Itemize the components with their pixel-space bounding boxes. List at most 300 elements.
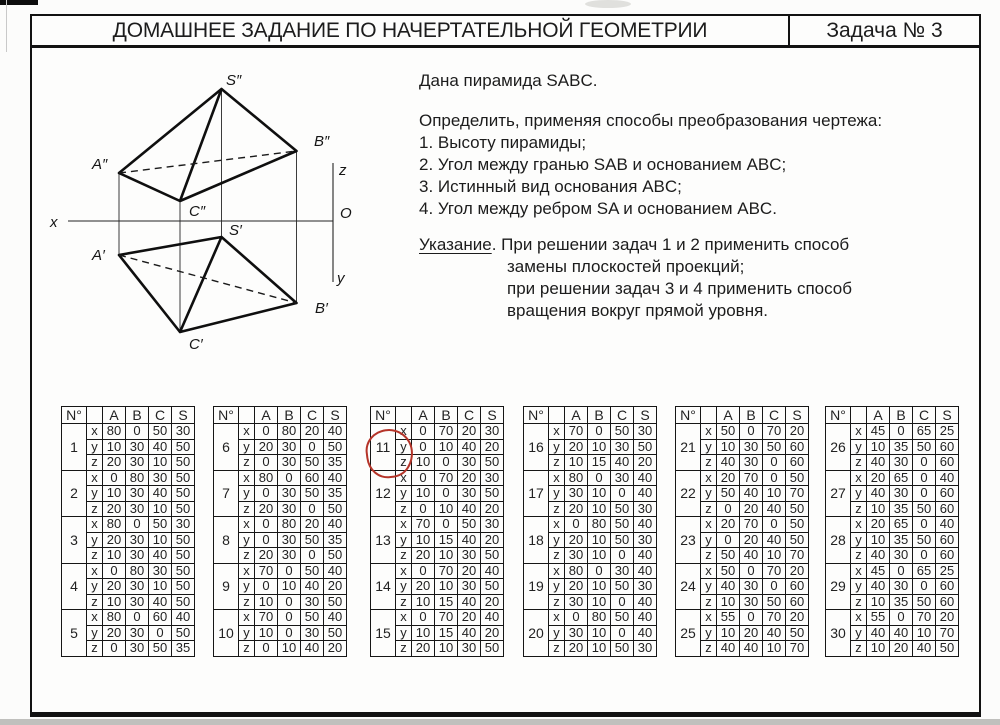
coord-value: 80 — [565, 563, 588, 579]
note-line-1-text: . При решении задач 1 и 2 применить способ — [491, 235, 850, 254]
coord-value: 50 — [786, 532, 809, 548]
coord-value: 30 — [172, 517, 195, 533]
coord-value: 50 — [481, 486, 504, 502]
coord-value: 40 — [634, 517, 657, 533]
coord-value: 80 — [126, 563, 149, 579]
variant-number: 24 — [676, 563, 701, 610]
coord-axis-label: y — [239, 532, 255, 548]
coord-value: 30 — [634, 532, 657, 548]
coord-axis-label: y — [396, 439, 412, 455]
coord-value: 50 — [481, 641, 504, 657]
vertex-label-a-front: A″ — [92, 156, 108, 173]
coord-value: 40 — [301, 641, 324, 657]
variant-number: 8 — [214, 517, 239, 564]
coord-axis-label: z — [239, 594, 255, 610]
coord-value: 0 — [126, 517, 149, 533]
column-header — [851, 407, 867, 424]
coord-value: 50 — [611, 501, 634, 517]
coord-value: 50 — [301, 610, 324, 626]
coord-axis-label: y — [87, 486, 103, 502]
coord-axis-label: y — [549, 579, 565, 595]
coord-value: 20 — [936, 610, 959, 626]
coord-value: 30 — [890, 548, 913, 564]
task-intro: Определить, применяя способы преобразования чертежа: — [419, 111, 883, 130]
task-number-label: Задача № 3 — [788, 16, 979, 45]
coord-value: 10 — [412, 532, 435, 548]
coord-value: 50 — [324, 625, 347, 641]
coord-value: 70 — [740, 517, 763, 533]
coord-value: 10 — [412, 594, 435, 610]
coord-value: 50 — [481, 548, 504, 564]
coord-value: 50 — [913, 532, 936, 548]
coord-value: 50 — [717, 486, 740, 502]
coord-value: 50 — [172, 579, 195, 595]
coord-value: 30 — [278, 486, 301, 502]
coord-value: 20 — [255, 439, 278, 455]
coord-value: 0 — [412, 563, 435, 579]
coord-axis-label: x — [396, 424, 412, 440]
variant-number: 6 — [214, 424, 239, 471]
coordinate-axes — [68, 163, 333, 282]
coord-value: 20 — [740, 532, 763, 548]
coord-value: 10 — [435, 548, 458, 564]
coord-value: 20 — [717, 517, 740, 533]
coord-axis-label: x — [701, 424, 717, 440]
variant-number: 7 — [214, 470, 239, 517]
coord-axis-label: x — [239, 610, 255, 626]
coord-value: 40 — [634, 610, 657, 626]
coord-value: 35 — [890, 594, 913, 610]
column-header: B — [435, 407, 458, 424]
coord-value: 50 — [611, 424, 634, 440]
coord-value: 40 — [634, 625, 657, 641]
coord-value: 0 — [717, 501, 740, 517]
coord-value: 10 — [867, 641, 890, 657]
coord-axis-label: x — [239, 563, 255, 579]
coord-axis-label: y — [549, 439, 565, 455]
title-bar — [30, 14, 981, 48]
coord-value: 10 — [435, 439, 458, 455]
coord-value: 20 — [565, 501, 588, 517]
coord-axis-label: x — [549, 610, 565, 626]
coord-value: 20 — [103, 532, 126, 548]
column-header: C — [458, 407, 481, 424]
coord-value: 20 — [255, 501, 278, 517]
coord-axis-label: z — [549, 455, 565, 471]
coord-value: 30 — [172, 424, 195, 440]
coord-value: 25 — [936, 424, 959, 440]
coord-value: 35 — [890, 439, 913, 455]
coord-value: 40 — [717, 579, 740, 595]
vertex-label-b-front: B″ — [314, 133, 330, 150]
coord-value: 30 — [634, 641, 657, 657]
coord-value: 10 — [588, 625, 611, 641]
note-label: Указание — [419, 235, 492, 254]
coord-axis-label: x — [701, 610, 717, 626]
coord-value: 20 — [481, 501, 504, 517]
coord-value: 30 — [740, 579, 763, 595]
coord-value: 50 — [172, 455, 195, 471]
coord-value: 10 — [103, 594, 126, 610]
coord-axis-label: z — [239, 548, 255, 564]
page-title: ДОМАШНЕЕ ЗАДАНИЕ ПО НАЧЕРТАТЕЛЬНОЙ ГЕОМЕТРИИ — [112, 18, 708, 42]
coord-axis-label: y — [701, 486, 717, 502]
coord-value: 0 — [588, 424, 611, 440]
axis-label-z: z — [339, 162, 347, 179]
coord-axis-label: y — [549, 625, 565, 641]
coord-value: 20 — [740, 625, 763, 641]
coord-value: 20 — [103, 625, 126, 641]
coord-axis-label: x — [396, 610, 412, 626]
variant-number: 13 — [371, 517, 396, 564]
coord-value: 50 — [149, 517, 172, 533]
coord-value: 0 — [255, 641, 278, 657]
task-item-4: 4. Угол между ребром SA и основанием ABC. — [419, 199, 777, 218]
coord-value: 35 — [324, 486, 347, 502]
coord-value: 10 — [588, 501, 611, 517]
coord-value: 70 — [786, 548, 809, 564]
coord-value: 70 — [936, 625, 959, 641]
coord-value: 80 — [588, 517, 611, 533]
coord-value: 0 — [890, 424, 913, 440]
coord-axis-label: y — [851, 579, 867, 595]
coord-value: 0 — [913, 517, 936, 533]
coord-value: 80 — [126, 470, 149, 486]
coord-value: 20 — [786, 563, 809, 579]
coord-axis-label: y — [87, 625, 103, 641]
coord-value: 20 — [717, 470, 740, 486]
coord-value: 50 — [481, 579, 504, 595]
coord-value: 30 — [458, 641, 481, 657]
variants-table-2 — [213, 406, 347, 657]
coord-value: 30 — [481, 517, 504, 533]
coord-axis-label: x — [87, 517, 103, 533]
coord-value: 30 — [126, 548, 149, 564]
coord-value: 50 — [913, 594, 936, 610]
coord-value: 20 — [103, 579, 126, 595]
coord-axis-label: x — [549, 470, 565, 486]
coord-value: 40 — [149, 486, 172, 502]
column-header: S — [634, 407, 657, 424]
scan-artifact-paper-edge — [6, 0, 7, 52]
coord-value: 10 — [103, 548, 126, 564]
column-header — [87, 407, 103, 424]
coord-value: 10 — [149, 455, 172, 471]
variant-number: 5 — [62, 610, 87, 657]
coord-axis-label: z — [396, 455, 412, 471]
column-header: B — [890, 407, 913, 424]
coord-value: 0 — [126, 610, 149, 626]
coord-value: 10 — [412, 455, 435, 471]
coord-value: 25 — [936, 563, 959, 579]
coord-value: 60 — [936, 455, 959, 471]
coord-axis-label: x — [851, 424, 867, 440]
column-header: B — [126, 407, 149, 424]
column-header: C — [149, 407, 172, 424]
coord-value: 50 — [172, 625, 195, 641]
coord-value: 60 — [936, 501, 959, 517]
coord-axis-label: y — [701, 625, 717, 641]
column-header: A — [717, 407, 740, 424]
coord-axis-label: x — [396, 470, 412, 486]
coord-value: 60 — [936, 439, 959, 455]
coord-value: 30 — [611, 470, 634, 486]
coord-value: 10 — [763, 486, 786, 502]
coord-axis-label: z — [239, 455, 255, 471]
coord-value: 40 — [763, 625, 786, 641]
coord-value: 50 — [786, 517, 809, 533]
coord-axis-label: x — [396, 517, 412, 533]
coord-value: 20 — [412, 641, 435, 657]
coord-value: 40 — [458, 625, 481, 641]
coord-value: 0 — [103, 470, 126, 486]
coord-value: 55 — [867, 610, 890, 626]
coord-value: 30 — [740, 594, 763, 610]
coord-value: 20 — [103, 455, 126, 471]
coord-value: 0 — [611, 594, 634, 610]
coord-value: 30 — [126, 455, 149, 471]
variant-number: 10 — [214, 610, 239, 657]
coord-value: 30 — [278, 548, 301, 564]
coord-value: 30 — [126, 439, 149, 455]
coord-axis-label: x — [239, 470, 255, 486]
coord-value: 20 — [890, 641, 913, 657]
coord-value: 30 — [149, 470, 172, 486]
coord-value: 20 — [324, 641, 347, 657]
coord-value: 0 — [255, 486, 278, 502]
coord-axis-label: y — [239, 439, 255, 455]
coord-value: 0 — [255, 517, 278, 533]
top-view-edges — [119, 237, 297, 332]
coord-value: 65 — [890, 470, 913, 486]
coord-axis-label: z — [87, 641, 103, 657]
column-header: N° — [214, 407, 239, 424]
coord-value: 20 — [458, 470, 481, 486]
coord-axis-label: x — [851, 517, 867, 533]
coord-value: 50 — [149, 641, 172, 657]
column-header — [549, 407, 565, 424]
coord-value: 40 — [324, 610, 347, 626]
coord-value: 50 — [172, 532, 195, 548]
coord-axis-label: z — [396, 501, 412, 517]
coord-value: 20 — [481, 594, 504, 610]
column-header: C — [301, 407, 324, 424]
coord-axis-label: y — [396, 579, 412, 595]
coord-value: 60 — [786, 579, 809, 595]
coord-value: 20 — [412, 579, 435, 595]
coord-value: 40 — [890, 625, 913, 641]
coord-value: 80 — [255, 470, 278, 486]
coord-value: 30 — [126, 641, 149, 657]
coord-value: 50 — [324, 439, 347, 455]
coord-value: 10 — [717, 625, 740, 641]
column-header: B — [588, 407, 611, 424]
coord-value: 30 — [278, 532, 301, 548]
coord-value: 0 — [278, 625, 301, 641]
coord-value: 0 — [301, 501, 324, 517]
coord-value: 15 — [435, 594, 458, 610]
coord-value: 10 — [588, 486, 611, 502]
coord-value: 10 — [149, 532, 172, 548]
coord-value: 30 — [458, 486, 481, 502]
coord-value: 0 — [301, 439, 324, 455]
coord-value: 10 — [588, 641, 611, 657]
coord-value: 50 — [611, 579, 634, 595]
coord-value: 0 — [913, 579, 936, 595]
coord-value: 30 — [458, 548, 481, 564]
coord-value: 40 — [324, 424, 347, 440]
coord-value: 30 — [126, 501, 149, 517]
variant-number: 21 — [676, 424, 701, 471]
coord-value: 50 — [611, 610, 634, 626]
coord-value: 0 — [278, 594, 301, 610]
variants-table-1 — [61, 406, 195, 657]
coord-axis-label: y — [396, 625, 412, 641]
coord-value: 10 — [278, 641, 301, 657]
coord-value: 0 — [435, 455, 458, 471]
coord-value: 20 — [481, 532, 504, 548]
vertex-label-a-top: A′ — [92, 247, 105, 264]
coord-value: 0 — [412, 439, 435, 455]
vertex-label-b-top: B′ — [315, 300, 328, 317]
coord-value: 50 — [717, 563, 740, 579]
coord-value: 30 — [740, 439, 763, 455]
coord-value: 30 — [565, 548, 588, 564]
coord-axis-label: y — [851, 532, 867, 548]
coord-value: 10 — [103, 486, 126, 502]
coord-value: 10 — [763, 548, 786, 564]
column-header: C — [611, 407, 634, 424]
coord-value: 30 — [126, 625, 149, 641]
coord-value: 20 — [301, 424, 324, 440]
coord-value: 30 — [565, 625, 588, 641]
coord-value: 50 — [172, 548, 195, 564]
column-header: S — [324, 407, 347, 424]
coord-value: 15 — [588, 455, 611, 471]
coord-value: 35 — [324, 532, 347, 548]
coord-value: 0 — [763, 470, 786, 486]
coord-value: 0 — [588, 563, 611, 579]
variant-number: 23 — [676, 517, 701, 564]
variant-number: 14 — [371, 563, 396, 610]
coord-axis-label: z — [396, 641, 412, 657]
coord-value: 70 — [740, 470, 763, 486]
note-line-3: при решении задач 3 и 4 применить способ — [507, 279, 852, 298]
coord-value: 30 — [481, 470, 504, 486]
coord-value: 80 — [103, 424, 126, 440]
coord-value: 40 — [458, 532, 481, 548]
coord-axis-label: x — [549, 424, 565, 440]
coord-value: 40 — [458, 594, 481, 610]
coord-value: 10 — [717, 594, 740, 610]
coord-value: 50 — [634, 439, 657, 455]
coord-value: 10 — [278, 579, 301, 595]
scan-artifact-speck — [585, 0, 631, 8]
coord-value: 40 — [717, 641, 740, 657]
coord-value: 0 — [763, 517, 786, 533]
coord-axis-label: z — [396, 548, 412, 564]
column-header: S — [481, 407, 504, 424]
coord-value: 50 — [324, 594, 347, 610]
coord-value: 20 — [565, 641, 588, 657]
variant-number: 18 — [524, 517, 549, 564]
coord-value: 10 — [717, 439, 740, 455]
coord-value: 10 — [867, 501, 890, 517]
coord-value: 50 — [481, 455, 504, 471]
front-view-edges — [119, 89, 297, 201]
coord-value: 0 — [435, 517, 458, 533]
coord-value: 40 — [867, 455, 890, 471]
origin-label-o: O — [340, 205, 352, 222]
coord-value: 0 — [611, 486, 634, 502]
coord-value: 40 — [634, 486, 657, 502]
coord-value: 30 — [301, 594, 324, 610]
coord-value: 20 — [458, 563, 481, 579]
coord-value: 35 — [324, 455, 347, 471]
coord-value: 30 — [278, 455, 301, 471]
vertex-label-c-top: C′ — [189, 336, 203, 353]
coord-value: 80 — [103, 610, 126, 626]
coord-value: 35 — [172, 641, 195, 657]
coord-value: 30 — [149, 563, 172, 579]
coord-value: 50 — [763, 594, 786, 610]
variant-number: 25 — [676, 610, 701, 657]
coord-value: 50 — [717, 424, 740, 440]
variant-number: 20 — [524, 610, 549, 657]
coord-axis-label: y — [396, 486, 412, 502]
coord-value: 40 — [740, 641, 763, 657]
variant-number: 30 — [826, 610, 851, 657]
coord-value: 40 — [936, 470, 959, 486]
coord-value: 40 — [149, 439, 172, 455]
coord-value: 50 — [786, 625, 809, 641]
coord-value: 40 — [149, 594, 172, 610]
coord-value: 0 — [435, 486, 458, 502]
coord-value: 20 — [565, 532, 588, 548]
coord-value: 65 — [913, 563, 936, 579]
coord-value: 60 — [786, 439, 809, 455]
coord-axis-label: y — [239, 486, 255, 502]
coord-value: 20 — [786, 424, 809, 440]
coord-value: 0 — [278, 563, 301, 579]
variant-number: 11 — [371, 424, 396, 471]
coord-axis-label: z — [851, 455, 867, 471]
coord-axis-label: z — [239, 501, 255, 517]
coord-value: 10 — [588, 548, 611, 564]
coord-value: 10 — [412, 486, 435, 502]
coord-value: 0 — [126, 424, 149, 440]
coord-value: 20 — [301, 517, 324, 533]
coord-value: 0 — [255, 455, 278, 471]
coord-value: 70 — [763, 563, 786, 579]
coord-value: 60 — [936, 486, 959, 502]
coord-value: 10 — [103, 439, 126, 455]
column-header: S — [172, 407, 195, 424]
task-given: Дана пирамида SABC. — [419, 71, 598, 90]
coord-value: 20 — [324, 579, 347, 595]
task-item-2: 2. Угол между гранью SAB и основанием ABC; — [419, 155, 787, 174]
column-header: A — [103, 407, 126, 424]
coord-value: 50 — [611, 641, 634, 657]
coord-axis-label: z — [549, 641, 565, 657]
coord-value: 30 — [634, 424, 657, 440]
coord-value: 50 — [301, 563, 324, 579]
coord-value: 30 — [740, 455, 763, 471]
coord-value: 70 — [565, 424, 588, 440]
vertex-label-s-top: S′ — [229, 222, 242, 239]
coord-value: 20 — [458, 424, 481, 440]
coord-value: 15 — [435, 532, 458, 548]
